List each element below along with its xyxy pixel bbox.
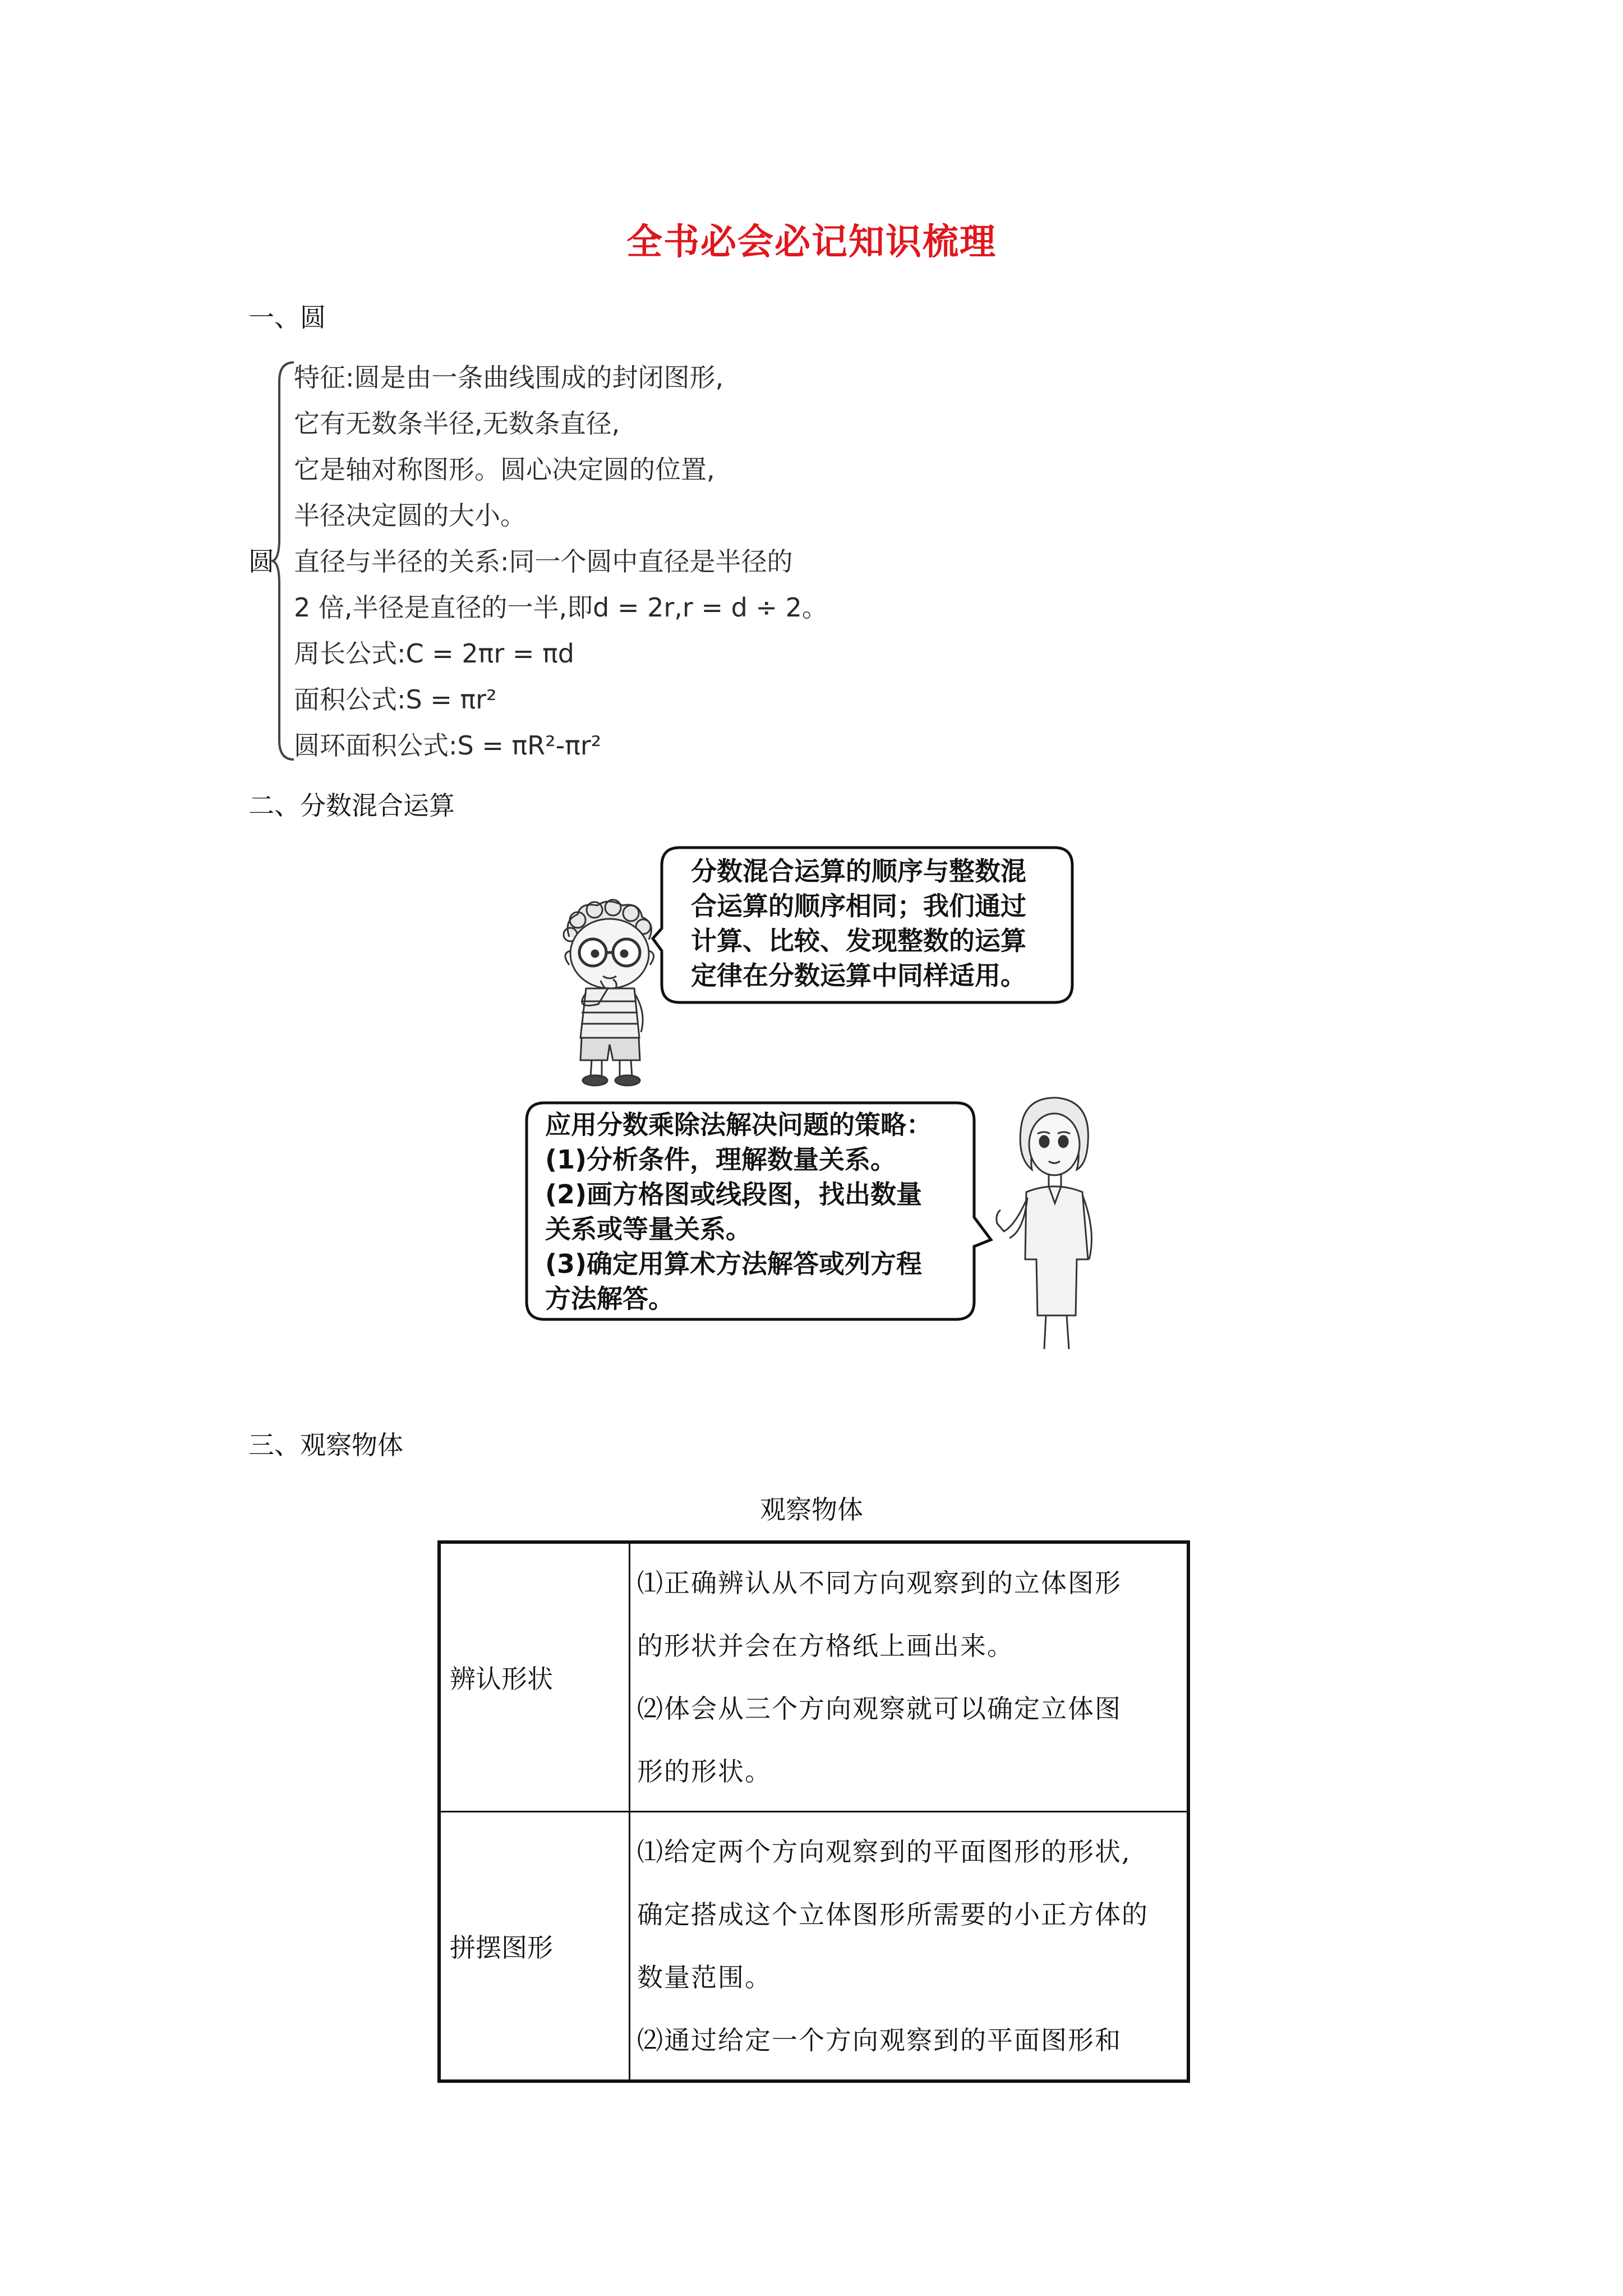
section-heading-fraction: 二、分数混合运算 — [248, 790, 455, 821]
bubble-line: (1)分析条件，理解数量关系。 — [545, 1144, 897, 1175]
circle-line: 面积公式:S = πr² — [294, 684, 497, 715]
table-cell-label: 拼摆图形 — [439, 1812, 630, 2082]
bubble-line: (3)确定用算术方法解答或列方程 — [545, 1249, 923, 1279]
circle-brace-label: 圆 — [248, 546, 274, 577]
circle-line: 它是轴对称图形。圆心决定圆的位置, — [294, 454, 715, 485]
table-cell-label: 辨认形状 — [439, 1542, 630, 1812]
boy-speech-text — [691, 854, 1026, 993]
teacher-illustration-icon — [993, 1091, 1105, 1355]
description-line: ⑵体会从三个方向观察就可以确定立体图 — [637, 1694, 1122, 1724]
description-line: ⑴正确辨认从不同方向观察到的立体图形 — [637, 1568, 1122, 1598]
description-line: 数量范围。 — [637, 1962, 772, 1993]
circle-line: 2 倍,半径是直径的一半,即d = 2r,r = d ÷ 2。 — [294, 592, 828, 623]
bubble-line: (2)画方格图或线段图，找出数量 — [545, 1179, 923, 1209]
curly-brace-icon — [271, 359, 296, 763]
table-cell-description — [630, 1542, 1189, 1812]
circle-line: 圆环面积公式:S = πR²-πr² — [294, 730, 602, 761]
circle-line: 它有无数条半径,无数条直径, — [294, 408, 620, 439]
circle-line: 半径决定圆的大小。 — [294, 500, 526, 531]
section-heading-circle: 一、圆 — [248, 302, 326, 333]
bubble-line: 方法解答。 — [545, 1283, 674, 1314]
description-line: ⑵通过给定一个方向观察到的平面图形和 — [637, 2025, 1122, 2055]
description-line: ⑴给定两个方向观察到的平面图形的形状, — [637, 1837, 1131, 1867]
observe-objects-table — [437, 1540, 1190, 2083]
circle-line: 特征:圆是由一条曲线围成的封闭图形, — [294, 362, 724, 393]
table-cell-description — [630, 1812, 1189, 2082]
circle-knowledge-list — [294, 355, 828, 769]
bubble-line: 计算、比较、发现整数的运算 — [691, 926, 1026, 956]
description-line: 形的形状。 — [637, 1756, 772, 1787]
description-line: 确定搭成这个立体图形所需要的小正方体的 — [637, 1899, 1149, 1930]
description-line: 的形状并会在方格纸上画出来。 — [637, 1631, 1014, 1661]
table-row — [439, 1812, 1188, 2082]
bubble-line: 关系或等量关系。 — [545, 1214, 751, 1244]
section-heading-observe: 三、观察物体 — [248, 1430, 403, 1460]
bubble-line: 定律在分数运算中同样适用。 — [691, 960, 1026, 991]
page-title: 全书必会必记知识梳理 — [626, 221, 997, 263]
bubble-line: 应用分数乘除法解决问题的策略： — [545, 1110, 932, 1140]
table-row — [439, 1542, 1188, 1812]
teacher-speech-text — [545, 1107, 932, 1316]
circle-line: 周长公式:C = 2πr = πd — [294, 638, 574, 669]
circle-line: 直径与半径的关系:同一个圆中直径是半径的 — [294, 546, 793, 577]
bubble-line: 分数混合运算的顺序与整数混 — [691, 856, 1026, 886]
table-caption: 观察物体 — [760, 1494, 863, 1525]
bubble-line: 合运算的顺序相同；我们通过 — [691, 891, 1026, 921]
